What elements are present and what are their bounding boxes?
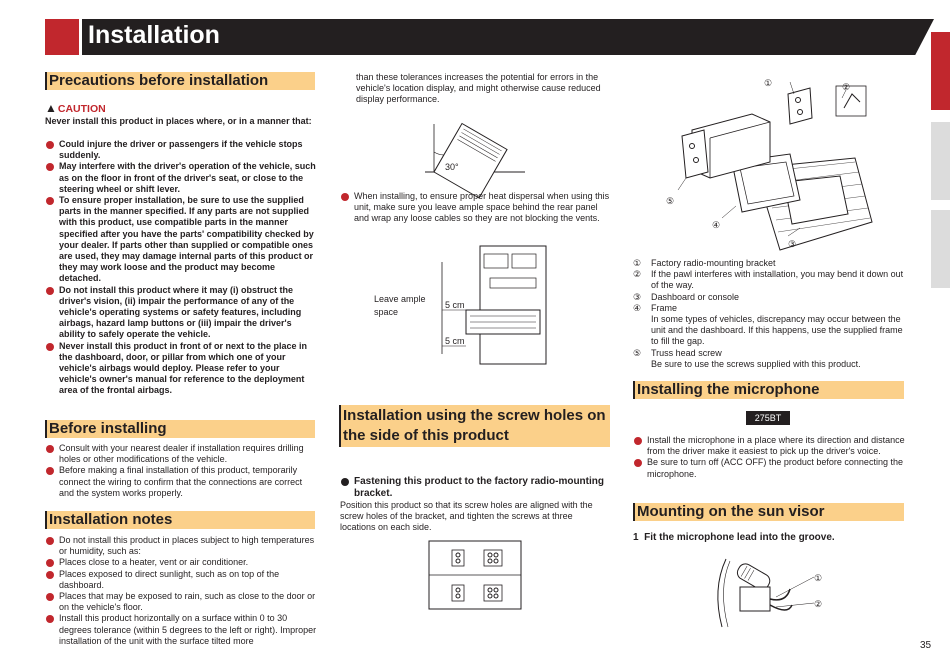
side-screw-diagram <box>428 540 523 610</box>
heat-dispersal-note <box>340 191 610 225</box>
chapter-tab <box>931 122 950 200</box>
list-item: Never install this product in front of or next to the place in the dashboard, door, or pillar from which one of your vehicle's airbags would deploy. Please refer to your vehicle's owner's manual for reference to the deployment area of the frontal airbags. <box>45 341 317 397</box>
precautions-intro: Never install this product in places where, or in a manner that: <box>45 116 312 126</box>
list-item: ① Factory radio-mounting bracket <box>633 258 776 268</box>
tilt-angle-diagram <box>420 110 530 186</box>
screw-holes-text: Position this product so that its screw holes are aligned with the screw holes of the bracket, and tighten the screws at three locations on each side. <box>340 500 593 533</box>
list-item: Consult with your nearest dealer if installation requires drilling holes or other modifications of the vehicle. <box>45 443 317 465</box>
list-item: Do not install this product in places subject to high temperatures or humidity, such as: <box>45 535 317 557</box>
left-bracket <box>682 130 708 178</box>
sun-visor-step: 1 Fit the microphone lead into the groove. <box>633 532 835 543</box>
before-installing-title: Before installing <box>45 420 315 438</box>
microphone-title: Installing the microphone <box>633 381 904 399</box>
screw-holes-title: Installation using the screw holes on the side of this product <box>339 405 610 447</box>
installation-notes-list <box>45 535 317 647</box>
list-item: Be sure to turn off (ACC OFF) the product before connecting the microphone. <box>633 457 908 479</box>
screw-holes-step <box>340 476 610 500</box>
list-item: Places that may be exposed to rain, such as close to the door or on the vehicle's floor. <box>45 591 317 613</box>
precautions-list <box>45 139 317 397</box>
list-item: Fastening this product to the factory radio-mounting bracket. <box>340 476 610 500</box>
dim-bottom-label: 5 cm <box>445 336 465 346</box>
list-item: Places exposed to direct sunlight, such as on top of the dashboard. <box>45 569 317 591</box>
ample-space-label: Leave ample space <box>374 294 426 317</box>
caution-label: ▲CAUTION <box>45 101 106 115</box>
pawl-inset <box>836 86 866 116</box>
tolerance-continuation: than these tolerances increases the potential for errors in the vehicle's location display, and might otherwise cause reduced display performance. <box>356 72 601 105</box>
header-accent <box>45 19 79 55</box>
list-item: ③ Dashboard or console <box>633 291 740 302</box>
page-title: Installation <box>88 21 220 49</box>
list-item: ② If the pawl interferes with installation, you may bend it down out of the way. <box>633 269 904 291</box>
list-item: When installing, to ensure proper heat dispersal when using this unit, make sure you leave ample space behind the rear panel and wrap any loose cables so they are not blocking the vents. <box>340 191 610 225</box>
microphone-lead <box>770 589 790 600</box>
tilted-unit <box>434 124 507 198</box>
callout-2: ② <box>814 599 823 609</box>
list-item: Places close to a heater, vent or air conditioner. <box>45 557 317 568</box>
warning-icon: ▲ <box>45 101 57 115</box>
list-item: Install this product horizontally on a surface within 0 to 30 degrees tolerance (within 5 degrees to the left or right). Improper installation of the unit with the surface tilted more <box>45 613 317 647</box>
callout-1: ① <box>764 78 773 88</box>
microphone-clip <box>740 587 770 611</box>
list-item: Install the microphone in a place where its direction and distance from the driver make it easiest to pick up the driver's voice. <box>633 435 908 457</box>
model-badge: 275BT <box>746 411 790 425</box>
sun-visor-title: Mounting on the sun visor <box>633 503 904 521</box>
sun-visor-edge <box>718 559 726 627</box>
right-bracket <box>788 88 812 124</box>
chapter-tab-active <box>931 32 950 110</box>
list-item: ⑤ Truss head screw Be sure to use the screws supplied with this product. <box>633 347 861 369</box>
parts-list <box>633 258 908 370</box>
angle-arc <box>434 152 444 155</box>
callout-1: ① <box>814 573 823 583</box>
installation-notes-title: Installation notes <box>45 511 315 529</box>
list-item: May interfere with the driver's operation of the vehicle, such as on the floor in front of the driver's seat, or close to the steering wheel or shift lever. <box>45 161 317 195</box>
list-item: ④ Frame In some types of vehicles, discrepancy may occur between the unit and the dashboard. If this happens, use the supplied frame to fill the gap. <box>633 302 903 347</box>
ample-space-label-line2: space <box>374 307 399 317</box>
callout-4: ④ <box>712 220 721 230</box>
microphone-visor-diagram <box>706 549 836 631</box>
ample-space-diagram <box>372 244 552 368</box>
list-item: Before making a final installation of this product, temporarily connect the wiring to confirm that the connections are correct and the system works properly. <box>45 465 317 499</box>
angle-label: 30° <box>445 162 459 172</box>
before-installing-list <box>45 443 317 499</box>
callout-5: ⑤ <box>666 196 675 206</box>
bracket-mounting-diagram <box>660 72 875 252</box>
list-item: Do not install this product where it may (i) obstruct the driver's vision, (ii) impair the performance of any of the vehicle's operating systems or safety features, including airbags, hazard lamp buttons or (iii) impair the driver's ability to safely operate the vehicle. <box>45 285 317 341</box>
microphone-list <box>633 435 908 480</box>
callout-2: ② <box>842 82 851 92</box>
precautions-title: Precautions before installation <box>45 72 315 90</box>
dim-top-label: 5 cm <box>445 300 465 310</box>
page-number: 35 <box>920 640 932 651</box>
callout-3: ③ <box>788 239 797 249</box>
chapter-tab <box>931 210 950 288</box>
list-item: Could injure the driver or passengers if the vehicle stops suddenly. <box>45 139 317 161</box>
list-item: To ensure proper installation, be sure to use the supplied parts in the manner specified. If any parts are not supplied with this product, use compatible parts in the manner specified after you have the parts' compatibility checked by your dealer. If parts other than supplied or compatible ones are used, they may damage internal parts of this product or they may work loose and the product may become detached. <box>45 195 317 285</box>
